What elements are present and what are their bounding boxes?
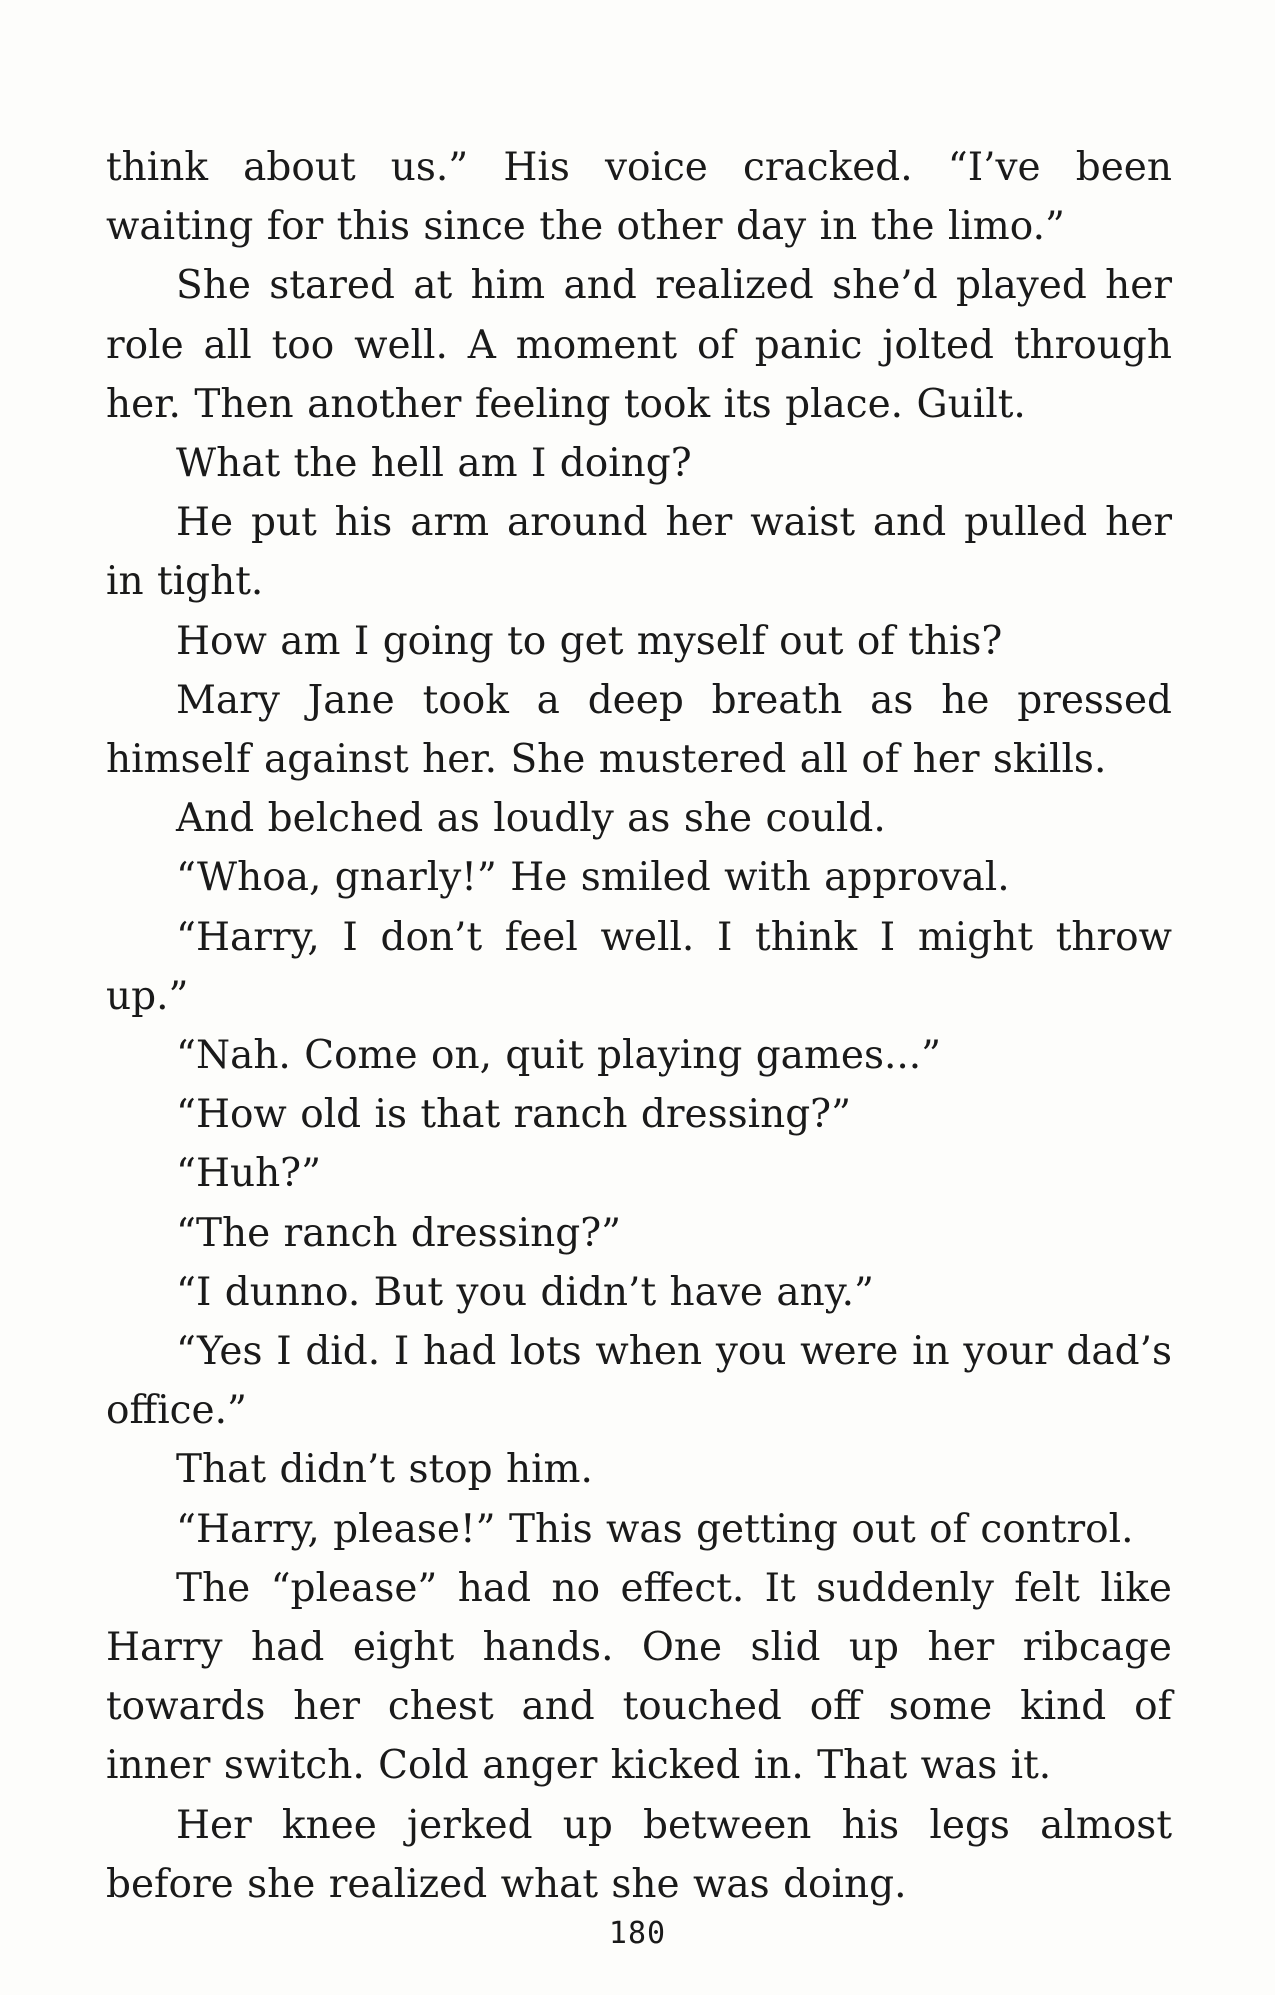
paragraph: The “please” had no effect. It suddenly felt like Harry had eight hands. One slid up her ribcage towards her chest and touched off some kind of inner switch. Cold anger kicked in. That was it. xyxy=(106,1565,1172,1789)
paragraph: Mary Jane took a deep breath as he pressed himself against her. She mustered all of her skills. xyxy=(106,677,1172,783)
page-number: 180 xyxy=(608,1916,667,1951)
paragraph: “Yes I did. I had lots when you were in your dad’s office.” xyxy=(106,1329,1172,1434)
paragraph: That didn’t stop him. xyxy=(176,1447,593,1493)
paragraph: He put his arm around her waist and pulled her in tight. xyxy=(106,500,1172,605)
paragraph: And belched as loudly as she could. xyxy=(176,796,886,842)
body-text xyxy=(106,138,1172,1914)
paragraph: “I dunno. But you didn’t have any.” xyxy=(176,1269,874,1315)
paragraph: What the hell am I doing? xyxy=(176,441,692,487)
paragraph: think about us.” His voice cracked. “I’ve been waiting for this since the other day in the limo.” xyxy=(106,145,1172,250)
paragraph: “Huh?” xyxy=(176,1151,322,1197)
paragraph: She stared at him and realized she’d played her role all too well. A moment of panic jolted through her. Then another feeling took its place. Guilt. xyxy=(106,263,1172,427)
paragraph: “Harry, please!” This was getting out of control. xyxy=(176,1506,1134,1552)
paragraph: “The ranch dressing?” xyxy=(176,1210,622,1256)
paragraph: Her knee jerked up between his legs almost before she realized what she was doing. xyxy=(106,1802,1172,1907)
paragraph: “Nah. Come on, quit playing games...” xyxy=(176,1033,942,1079)
paragraph: “How old is that ranch dressing?” xyxy=(176,1092,852,1138)
paragraph: “Harry, I don’t feel well. I think I might throw up.” xyxy=(106,914,1172,1019)
paragraph: How am I going to get myself out of this? xyxy=(176,618,1003,664)
paragraph: “Whoa, gnarly!” He smiled with approval. xyxy=(176,855,1010,901)
